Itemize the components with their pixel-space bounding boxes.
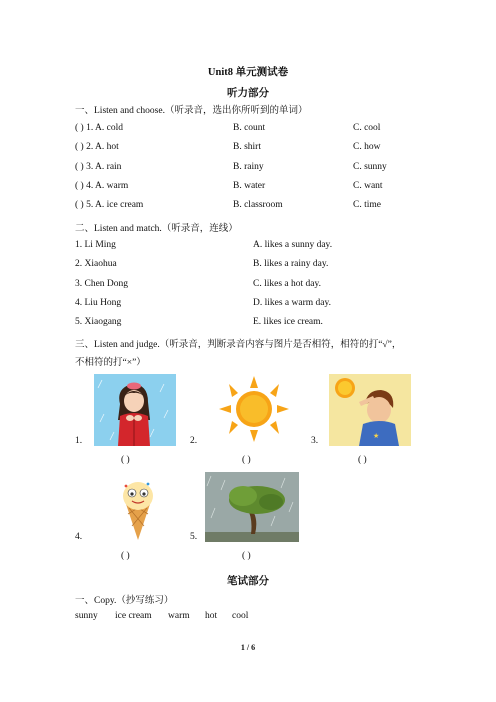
part1-row-option-b: B. shirt xyxy=(233,142,261,152)
sun-icon xyxy=(213,374,295,444)
judge-number: 3. xyxy=(311,436,319,446)
part1-row-option-b: B. water xyxy=(233,181,266,191)
part1-row-option-a: ( ) 5. A. ice cream xyxy=(75,200,144,210)
answer-paren: ( ) xyxy=(242,455,251,465)
copy-word: hot xyxy=(205,611,218,621)
match-left-item: 1. Li Ming xyxy=(75,240,116,250)
match-right-item: B. likes a rainy day. xyxy=(253,259,329,269)
match-right-item: E. likes ice cream. xyxy=(253,317,323,327)
answer-paren: ( ) xyxy=(121,551,130,561)
match-left-item: 2. Xiaohua xyxy=(75,259,117,269)
boy-in-heat-icon xyxy=(329,374,411,446)
answer-paren: ( ) xyxy=(242,551,251,561)
page-number: 1 / 6 xyxy=(240,643,256,652)
part4-heading: 一、Copy.（抄写练习） xyxy=(75,596,174,606)
section-writing-title: 笔试部分 xyxy=(227,576,269,587)
part3-heading-line1: 三、Listen and judge.（听录音，判断录音内容与图片是否相符，相符的打“√”， xyxy=(75,340,402,350)
match-left-item: 4. Liu Hong xyxy=(75,298,122,308)
judge-number: 1. xyxy=(75,436,83,446)
part1-row-option-c: C. time xyxy=(353,200,381,210)
windy-rain-tree-icon xyxy=(205,472,299,542)
copy-word: ice cream xyxy=(115,611,152,621)
part1-row-option-c: C. sunny xyxy=(353,162,387,172)
match-right-item: D. likes a warm day. xyxy=(253,298,331,308)
match-left-item: 5. Xiaogang xyxy=(75,317,122,327)
part1-row-option-c: C. want xyxy=(353,181,383,191)
part1-row-option-c: C. how xyxy=(353,142,381,152)
answer-paren: ( ) xyxy=(121,455,130,465)
part1-row-option-b: B. count xyxy=(233,123,266,133)
part1-row-option-b: B. classroom xyxy=(233,200,283,210)
part1-row-option-a: ( ) 4. A. warm xyxy=(75,181,129,191)
judge-number: 5. xyxy=(190,532,198,542)
part1-row-option-b: B. rainy xyxy=(233,162,264,172)
copy-word: warm xyxy=(168,611,190,621)
part1-row-option-c: C. cool xyxy=(353,123,381,133)
svg-text:★: ★ xyxy=(373,432,380,440)
ice-cream-icon xyxy=(114,474,162,542)
judge-number: 4. xyxy=(75,532,83,542)
page-title: Unit8 单元测试卷 xyxy=(207,67,289,78)
part2-heading: 二、Listen and match.（听录音，连线） xyxy=(75,224,238,234)
part1-row-option-a: ( ) 2. A. hot xyxy=(75,142,119,152)
part1-row-option-a: ( ) 1. A. cold xyxy=(75,123,124,133)
part3-heading-line2: 不相符的打“×”） xyxy=(75,358,146,368)
copy-word: sunny xyxy=(75,611,98,621)
section-listening-title: 听力部分 xyxy=(227,88,269,99)
part1-heading: 一、Listen and choose.（听录音，选出你所听到的单词） xyxy=(75,106,308,116)
judge-number: 2. xyxy=(190,436,198,446)
part1-row-option-a: ( ) 3. A. rain xyxy=(75,162,122,172)
answer-paren: ( ) xyxy=(358,455,367,465)
match-right-item: C. likes a hot day. xyxy=(253,279,321,289)
match-left-item: 3. Chen Dong xyxy=(75,279,129,289)
match-right-item: A. likes a sunny day. xyxy=(253,240,333,250)
copy-word: cool xyxy=(232,611,249,621)
girl-in-cold-icon xyxy=(94,374,176,446)
